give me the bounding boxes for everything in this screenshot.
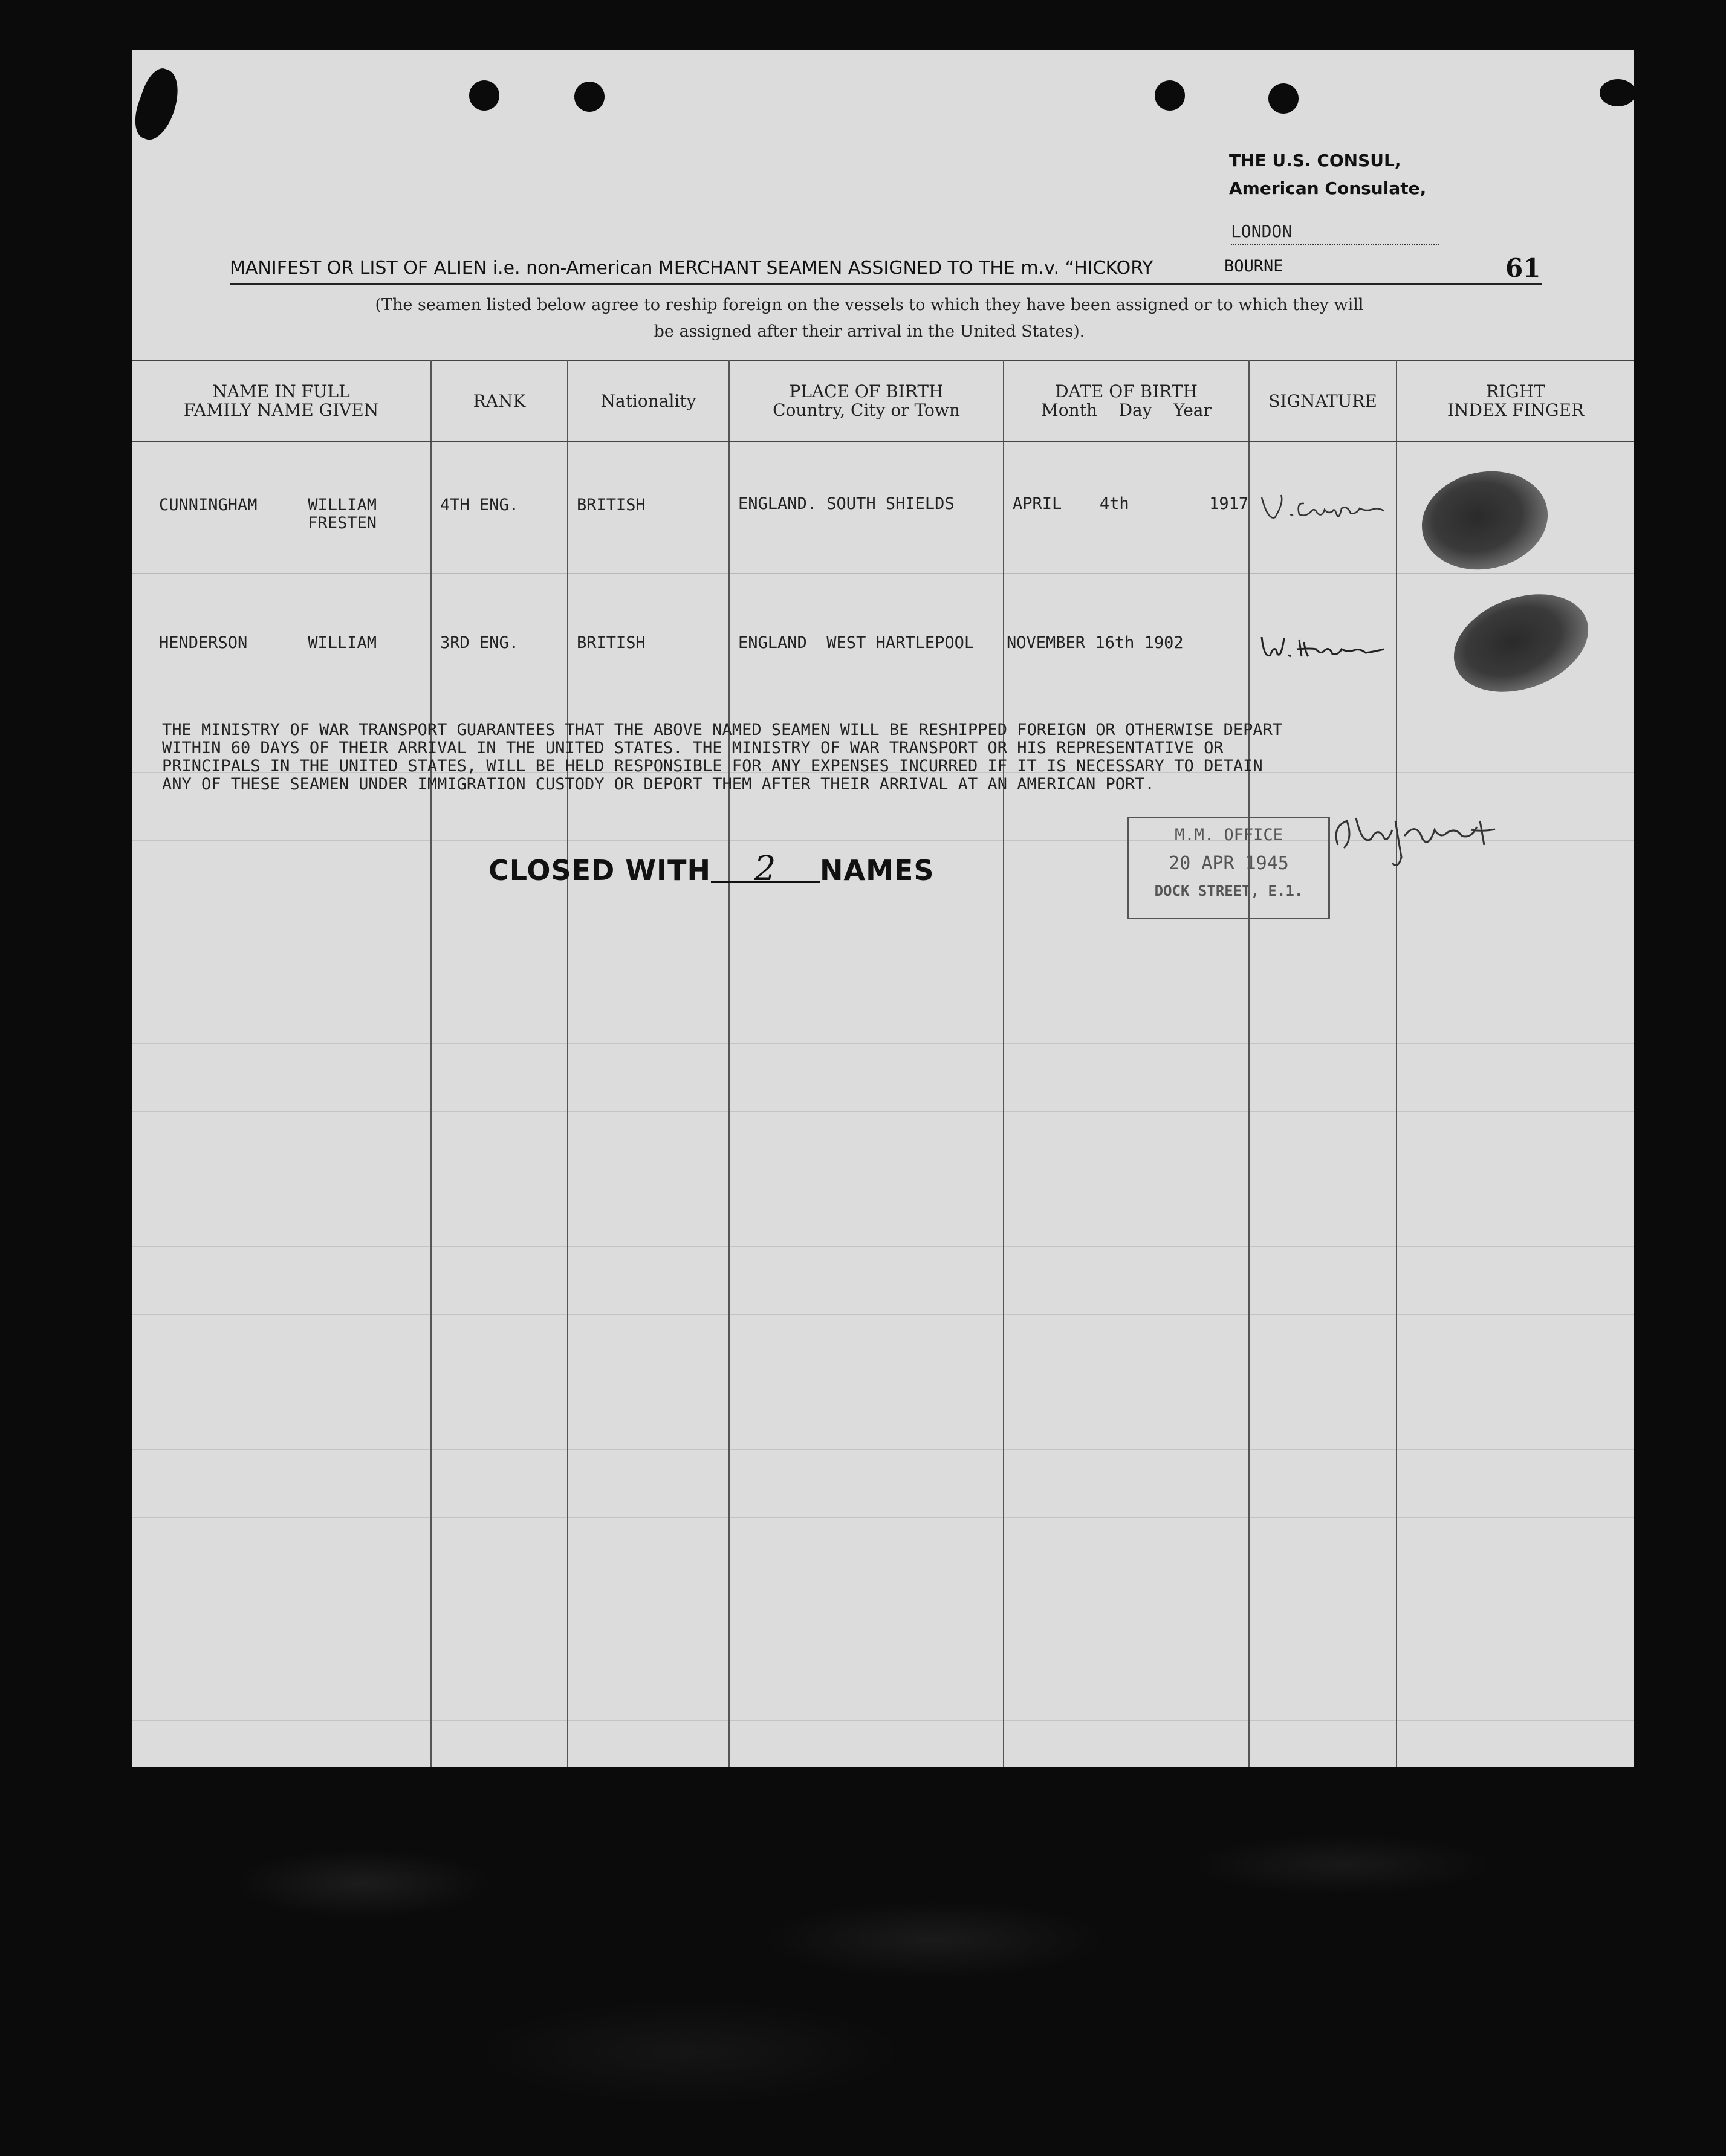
birth-month: APRIL <box>1013 494 1062 513</box>
consul-line-2: American Consulate, <box>1229 178 1427 198</box>
stamp-office: M.M. OFFICE <box>1175 826 1283 844</box>
empty-row <box>132 976 1634 1043</box>
guarantee-line: ANY OF THESE SEAMEN UNDER IMMIGRATION CUSTODY OR DEPORT THEM AFTER THEIR ARRIVAL AT AN AMERICAN PORT. <box>162 775 1155 794</box>
rank-cell: 4TH ENG. <box>431 441 568 573</box>
empty-row <box>132 1246 1634 1314</box>
punch-hole <box>1600 79 1634 106</box>
birthplace-cell: ENGLAND. SOUTH SHIELDS <box>729 441 1004 573</box>
birthplace-cell: ENGLAND WEST HARTLEPOOL <box>729 573 1004 705</box>
punch-hole <box>469 80 499 111</box>
closed-count: 2 <box>711 857 820 883</box>
guarantee-line: PRINCIPALS IN THE UNITED STATES, WILL BE HELD RESPONSIBLE FOR ANY EXPENSES INCURRED IF IT IS NECESSARY TO DETAIN <box>162 757 1263 775</box>
name-cell <box>132 573 431 705</box>
family-name: HENDERSON <box>159 633 248 652</box>
empty-row <box>132 1585 1634 1653</box>
consul-address <box>1229 147 1426 202</box>
fingerprint-cell <box>1397 573 1634 705</box>
empty-row <box>132 1449 1634 1517</box>
consul-line-1: THE U.S. CONSUL, <box>1229 151 1401 170</box>
empty-row <box>132 1653 1634 1720</box>
given-name-2: FRESTEN <box>308 514 377 533</box>
reship-note <box>277 292 1462 345</box>
birth-day: 16th <box>1095 633 1135 652</box>
table-row <box>132 441 1634 573</box>
mm-office-stamp <box>1127 817 1330 919</box>
birth-month: NOVEMBER <box>1007 633 1086 652</box>
fingerprint-image <box>1413 460 1557 581</box>
name-cell <box>132 441 431 573</box>
empty-row <box>132 1043 1634 1111</box>
birthdate-cell <box>1004 441 1249 573</box>
consulate-city: LONDON <box>1231 219 1439 245</box>
title-text: MANIFEST OR LIST OF ALIEN i.e. non-American MERCHANT SEAMEN ASSIGNED TO THE m.v. “HICKORY <box>230 257 1153 279</box>
page-number: 61 <box>1505 253 1541 283</box>
family-name: CUNNINGHAM <box>159 496 258 514</box>
empty-row <box>132 1517 1634 1585</box>
empty-row <box>132 908 1634 976</box>
signature-cell <box>1249 573 1397 705</box>
vessel-name-suffix: BOURNE <box>1224 257 1283 276</box>
official-signature <box>1326 803 1507 875</box>
torn-corner <box>132 64 187 144</box>
fingerprint-image <box>1440 577 1601 710</box>
header-finger: RIGHT INDEX FINGER <box>1397 360 1634 441</box>
guarantee-line: WITHIN 60 DAYS OF THEIR ARRIVAL IN THE UNITED STATES. THE MINISTRY OF WAR TRANSPORT OR HIS REPRESENTATIVE OR <box>162 739 1224 757</box>
empty-row <box>132 1382 1634 1449</box>
header-rank: RANK <box>431 360 568 441</box>
birthdate-cell <box>1004 573 1249 705</box>
manifest-page <box>132 50 1634 1767</box>
manifest-title <box>230 254 1542 285</box>
signature-image <box>1257 484 1390 526</box>
scan-background <box>36 1771 1669 2146</box>
punch-hole <box>1268 83 1299 114</box>
punch-hole <box>574 82 605 112</box>
guarantee-line: THE MINISTRY OF WAR TRANSPORT GUARANTEES THAT THE ABOVE NAMED SEAMEN WILL BE RESHIPPED FOREIGN OR OTHERWISE DEPART <box>162 720 1283 739</box>
stamp-date: 20 APR 1945 <box>1169 853 1289 874</box>
header-birthplace: PLACE OF BIRTH Country, City or Town <box>729 360 1004 441</box>
table-row <box>132 573 1634 705</box>
header-signature: SIGNATURE <box>1249 360 1397 441</box>
nationality-cell: BRITISH <box>568 441 729 573</box>
signature-image <box>1257 625 1390 667</box>
empty-row <box>132 1111 1634 1179</box>
fingerprint-cell <box>1397 441 1634 573</box>
closed-suffix: NAMES <box>820 854 935 887</box>
birth-day: 4th <box>1099 494 1129 513</box>
empty-row <box>132 1314 1634 1382</box>
birth-year: 1902 <box>1144 633 1184 652</box>
given-name: WILLIAM <box>308 496 377 514</box>
nationality-cell: BRITISH <box>568 573 729 705</box>
closed-prefix: CLOSED WITH <box>488 854 712 887</box>
empty-row <box>132 1720 1634 1767</box>
header-name: NAME IN FULL FAMILY NAME GIVEN <box>132 360 431 441</box>
rank-cell: 3RD ENG. <box>431 573 568 705</box>
note-line-1: (The seamen listed below agree to reship foreign on the vessels to which they have been assigned or to which they will <box>375 296 1364 314</box>
closed-with-names <box>488 849 935 889</box>
note-line-2: be assigned after their arrival in the United States). <box>654 322 1085 341</box>
table-header-row <box>132 360 1634 441</box>
empty-row <box>132 1179 1634 1246</box>
signature-cell <box>1249 441 1397 573</box>
birth-year: 1917 <box>1209 494 1249 513</box>
header-nationality: Nationality <box>568 360 729 441</box>
header-birthdate: DATE OF BIRTH Month Day Year <box>1004 360 1249 441</box>
punch-hole <box>1155 80 1185 111</box>
seamen-table <box>132 360 1634 1767</box>
ministry-guarantee <box>162 721 1589 794</box>
given-name: WILLIAM <box>308 633 377 652</box>
stamp-address: DOCK STREET, E.1. <box>1154 882 1303 899</box>
